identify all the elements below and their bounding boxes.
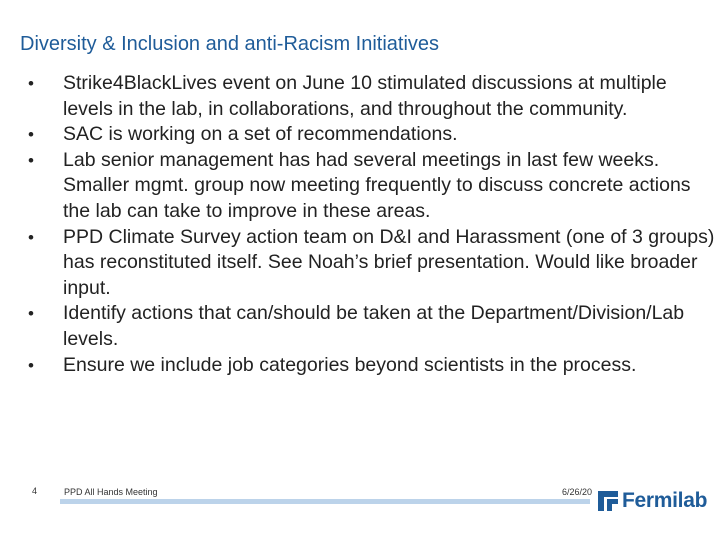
bullet-text: SAC is working on a set of recommendations.	[63, 123, 458, 146]
bullet-text: Lab senior management has had several meetings in last few weeks. Smaller mgmt. group now meeting frequently to discuss concrete actions the lab can take to improve in these areas.	[63, 148, 691, 222]
bullet-item	[26, 71, 716, 122]
bullet-text: Strike4BlackLives event on June 10 stimulated discussions at multiple levels in the lab, in collaborations, and throughout the community.	[63, 72, 667, 120]
bullet-list	[26, 71, 716, 378]
bullet-item	[26, 301, 716, 352]
fermilab-logo	[598, 488, 707, 514]
bullet-item	[26, 225, 716, 302]
bullet-item	[26, 148, 716, 225]
bullet-text: Ensure we include job categories beyond scientists in the process.	[63, 353, 637, 376]
footer-date: 6/26/20	[562, 487, 593, 497]
bullet-text: PPD Climate Survey action team on D&I and Harassment (one of 3 groups) has reconstituted itself. See Noah’s brief presentation. Would like broader input.	[63, 225, 715, 299]
bullet-marker: •	[28, 74, 34, 93]
footer-meeting-name: PPD All Hands Meeting	[64, 487, 158, 497]
logo-text: Fermilab	[622, 489, 708, 512]
bullet-marker: •	[28, 125, 34, 145]
fermilab-logo-icon	[598, 491, 618, 511]
slide-title: Diversity & Inclusion and anti-Racism Initiatives	[20, 33, 440, 55]
bullet-marker: •	[28, 150, 34, 170]
bullet-marker: •	[28, 227, 34, 247]
bullet-text: Identify actions that can/should be taken at the Department/Division/Lab levels.	[63, 302, 685, 350]
bullet-marker: •	[28, 355, 34, 375]
page-number: 4	[32, 486, 38, 496]
footer-divider-bar	[60, 499, 590, 504]
bullet-marker: •	[28, 304, 34, 324]
bullet-item	[26, 353, 716, 379]
bullet-item	[26, 122, 716, 148]
